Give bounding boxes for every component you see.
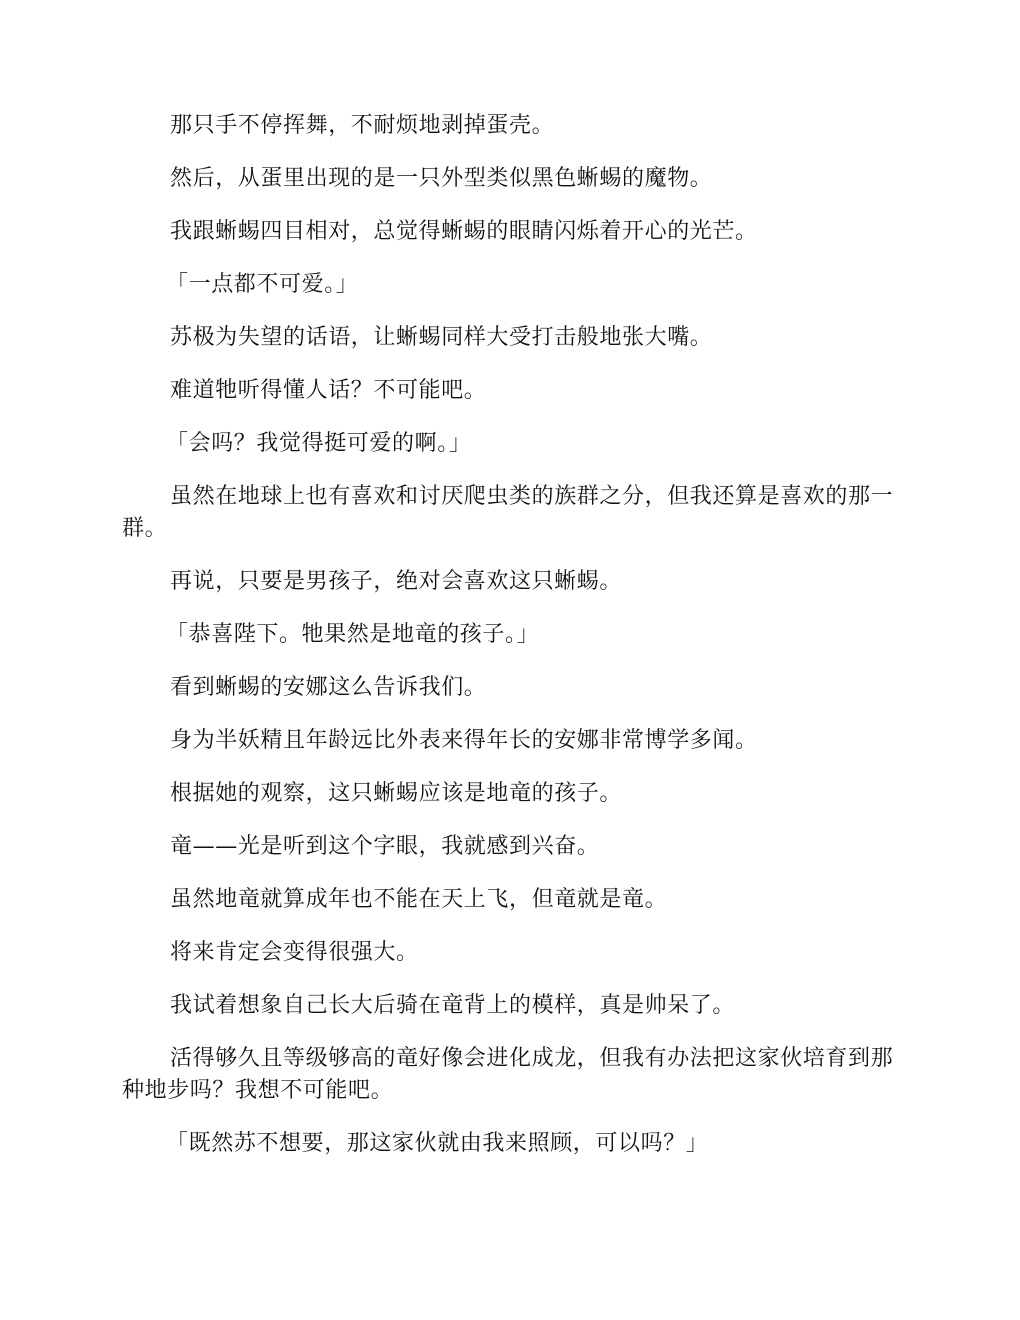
paragraph: 我跟蜥蜴四目相对，总觉得蜥蜴的眼睛闪烁着开心的光芒。 bbox=[170, 219, 758, 244]
paragraph: 难道牠听得懂人话？不可能吧。 bbox=[170, 378, 487, 403]
paragraph: 我试着想象自己长大后骑在竜背上的模样，真是帅呆了。 bbox=[170, 993, 736, 1018]
paragraph: 将来肯定会变得很强大。 bbox=[170, 940, 419, 965]
dialogue-paragraph: 「一点都不可爱。」 bbox=[166, 272, 359, 297]
paragraph: 然后，从蛋里出现的是一只外型类似黑色蜥蜴的魔物。 bbox=[170, 166, 713, 191]
paragraph: 虽然地竜就算成年也不能在天上飞，但竜就是竜。 bbox=[170, 887, 668, 912]
dialogue-paragraph: 「会吗？我觉得挺可爱的啊。」 bbox=[166, 431, 472, 456]
document-page bbox=[122, 110, 898, 1181]
paragraph: 再说，只要是男孩子，绝对会喜欢这只蜥蜴。 bbox=[170, 569, 623, 594]
dialogue-paragraph: 「既然苏不想要，那这家伙就由我来照顾，可以吗？」 bbox=[166, 1131, 709, 1156]
paragraph: 竜——光是听到这个字眼，我就感到兴奋。 bbox=[170, 834, 600, 859]
paragraph: 活得够久且等级够高的竜好像会进化成龙，但我有办法把这家伙培育到那种地步吗？我想不可能吧。 bbox=[122, 1046, 894, 1103]
paragraph: 苏极为失望的话语，让蜥蜴同样大受打击般地张大嘴。 bbox=[170, 325, 713, 350]
paragraph: 身为半妖精且年龄远比外表来得年长的安娜非常博学多闻。 bbox=[170, 728, 758, 753]
paragraph: 那只手不停挥舞，不耐烦地剥掉蛋壳。 bbox=[170, 113, 555, 138]
paragraph: 根据她的观察，这只蜥蜴应该是地竜的孩子。 bbox=[170, 781, 623, 806]
paragraph: 看到蜥蜴的安娜这么告诉我们。 bbox=[170, 675, 487, 700]
dialogue-paragraph: 「恭喜陛下。牠果然是地竜的孩子。」 bbox=[166, 622, 540, 647]
paragraph: 虽然在地球上也有喜欢和讨厌爬虫类的族群之分，但我还算是喜欢的那一群。 bbox=[122, 484, 894, 541]
